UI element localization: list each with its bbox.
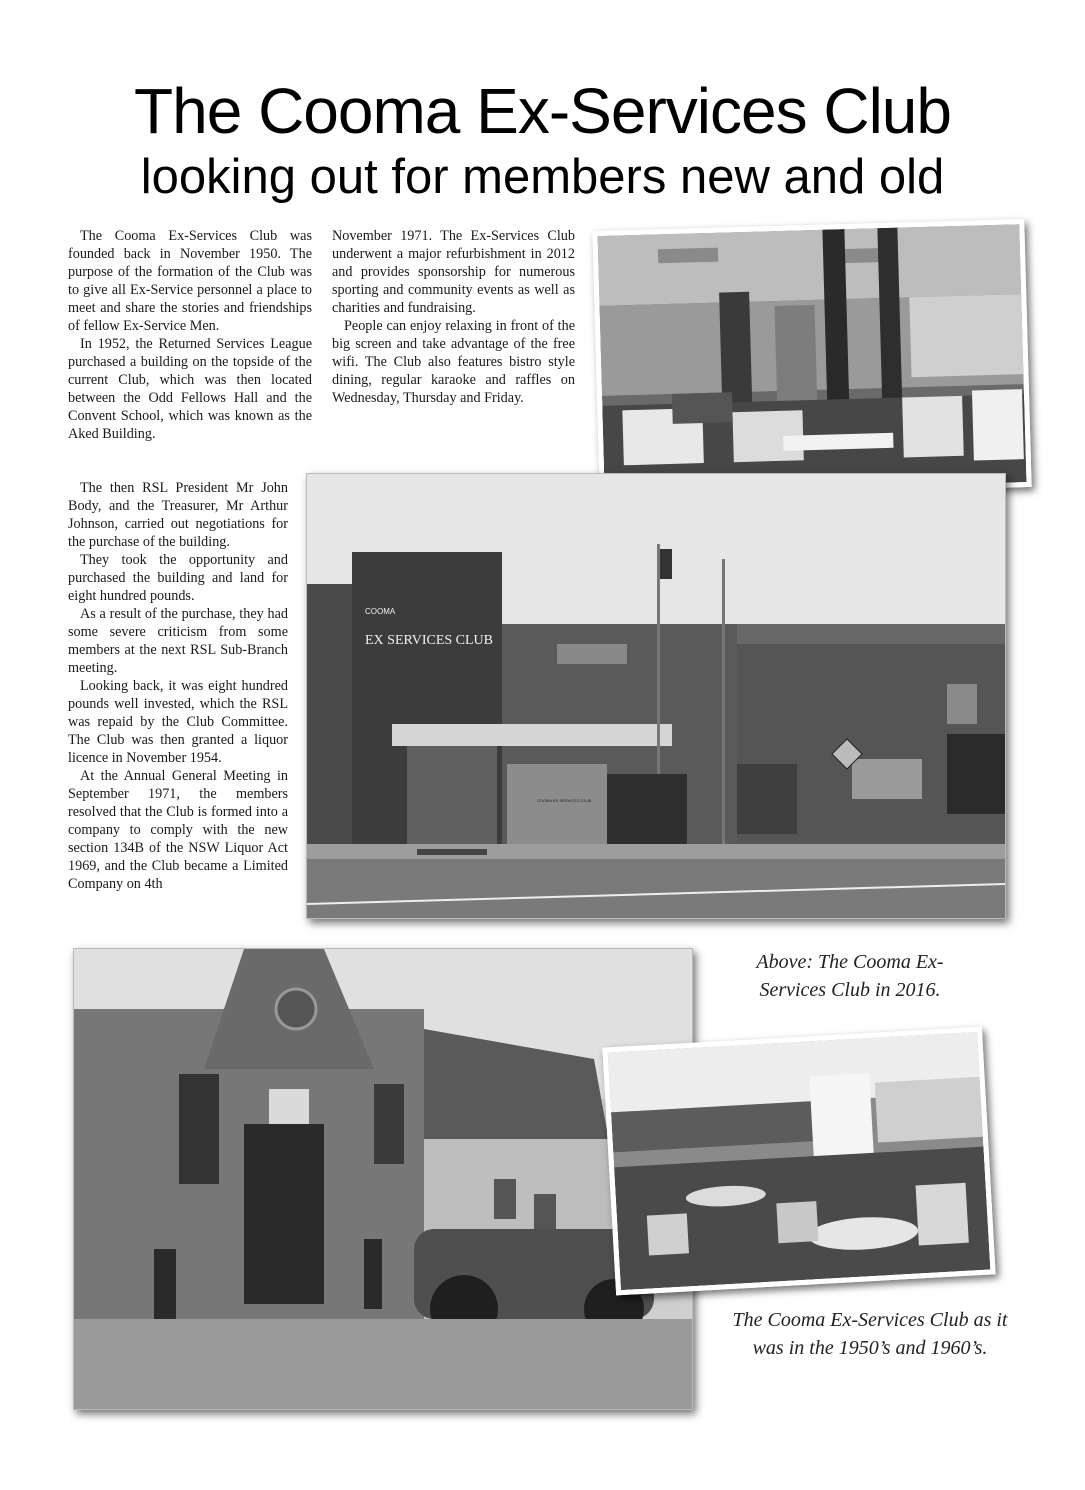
article-column-1 xyxy=(68,227,312,443)
photo-club-exterior-2016 xyxy=(306,473,1006,919)
caption-history: The Cooma Ex-Services Club as it was in the 1950’s and 1960’s. xyxy=(732,1309,1008,1359)
article-column-1-continued xyxy=(68,479,288,893)
paragraph: As a result of the purchase, they had some severe criticism from some members at the next RSL Sub-Branch meeting. xyxy=(68,606,288,676)
paragraph: They took the opportunity and purchased the building and land for eight hundred pounds. xyxy=(68,552,288,604)
photo-club-interior xyxy=(592,219,1031,499)
photo-historic-interior xyxy=(602,1027,995,1296)
paragraph: The Cooma Ex-Services Club was founded back in November 1950. The purpose of the formation of the Club was to give all Ex-Service personnel a place to meet and share the stories and friendships of fellow Ex-Service Men. xyxy=(68,228,312,334)
club-logo-top: COOMA xyxy=(365,607,396,616)
caption-above: Above: The Cooma Ex-Services Club in 2016. xyxy=(756,951,944,1001)
paragraph: November 1971. The Ex-Services Club underwent a major refurbishment in 2012 and provides sponsorship for numerous sporting and community events as well as charities and fundraising. xyxy=(332,228,575,316)
paragraph: The then RSL President Mr John Body, and the Treasurer, Mr Arthur Johnson, carried out negotiations for the purchase of the building. xyxy=(68,480,288,550)
article-column-2 xyxy=(332,227,575,407)
paragraph: In 1952, the Returned Services League purchased a building on the topside of the current Club, which was then located between the Odd Fellows Hall and the Convent School, which was known as the Aked Building. xyxy=(68,336,312,442)
entrance-sign: COOMA EX SERVICES CLUB xyxy=(537,798,592,803)
paragraph: Looking back, it was eight hundred pounds well invested, which the RSL was repaid by the Club Committee. The Club was then granted a liquor licence in November 1954. xyxy=(68,678,288,766)
headline: The Cooma Ex-Services Club xyxy=(134,75,951,147)
paragraph: People can enjoy relaxing in front of the big screen and take advantage of the free wifi. The Club also features bistro style dining, regular karaoke and raffles on Wednesday, Thursday and Friday. xyxy=(332,318,575,406)
paragraph: At the Annual General Meeting in September 1971, the members resolved that the Club is formed into a company to comply with the new section 134B of the NSW Liquor Act 1969, and the Club became a Limited Company on 4th xyxy=(68,768,288,892)
club-logo-main: EX SERVICES CLUB xyxy=(365,633,494,648)
photo-historic-building xyxy=(73,948,693,1410)
subheadline: looking out for members new and old xyxy=(140,150,945,204)
